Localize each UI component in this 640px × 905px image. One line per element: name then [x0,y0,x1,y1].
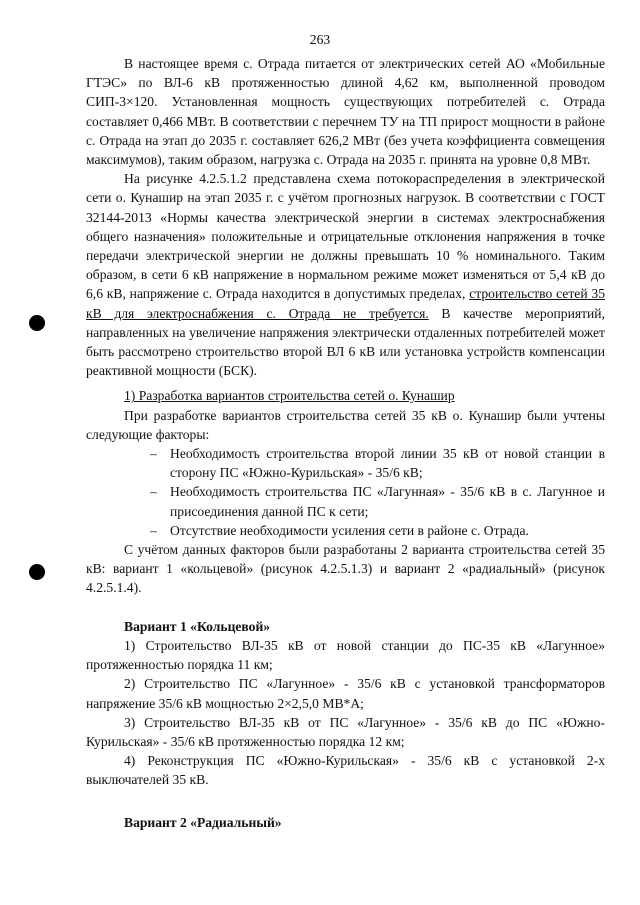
page-number: 263 [309,32,331,47]
variant-1-heading: Вариант 1 «Кольцевой» [124,618,271,634]
variant-1-item: 4) Реконструкция ПС «Южно-Курильская» - 35/6 кВ с установкой 2-х выключателей 35 кВ. [86,753,605,788]
underlined-conclusion: строительство сетей 35 кВ для электроснабжения с. Отрада не требуется. [86,286,605,321]
variant-1-item: 3) Строительство ВЛ-35 кВ от ПС «Лагунное» - 35/6 кВ до ПС «Южно-Курильская» - 35/6 кВ протяженностью порядка 12 км; [86,714,605,749]
hole-punch-mark [29,564,45,580]
dash-bullet: – [150,446,157,462]
list-item: – Необходимость строительства ПС «Лагунная» - 35/6 кВ в с. Лагунное и присоединения данной ПС к сети; [150,484,605,519]
variant-1-item: 2) Строительство ПС «Лагунное» - 35/6 кВ с установкой трансформаторов напряжение 35/6 кВ мощностью 2×2,5,0 МВ*А; [86,676,605,711]
section-heading [86,386,605,405]
paragraph-otrada-supply: В настоящее время с. Отрада питается от электрических сетей АО «Мобильные ГТЭС» по ВЛ-6 кВ протяженностью длиной 4,62 км, выполненной проводом СИП-3×120. Установленная мощность существующих потребителей с. Отрада составляет 0,466 МВт. В соответствии с перечнем ТУ на ТП прирост мощности в районе с. Отрада на этап до 2035 г. составляет 626,2 МВт (без учета коэффициента совмещения максимумов), таким образом, нагрузка с. Отрада на 2035 г. принята на уровне 0,8 МВт. [86,56,605,168]
section-heading-text: 1) Разработка вариантов строительства сетей о. Кунашир [124,388,455,404]
paragraph-text: В качестве мероприятий, направленных на увеличение напряжения электрически отдаленных потребителей может быть рассмотрено строительство второй ВЛ 6 кВ или установка устройств компенсации реактивной мощности (БСК). [86,305,605,379]
list-item: – Отсутствие необходимости усиления сети в районе с. Отрада. [156,521,605,540]
paragraph-text: На рисунке 4.2.5.1.2 представлена схема потокораспределения в электрической сети о. Кунашир на этап 2035 г. с учётом прогнозных нагрузок. В соответствии с ГОСТ 32144-2013 «Нормы качества электрической энергии в системах электроснабжения общего назначения» положительные и отрицательные отклонения напряжения в точке передачи электрической энергии не должны превышать 10 % номинального. Таким образом, в сети 6 кВ напряжение в нормальном режиме может изменяться от 5,4 кВ до 6,6 кВ, напряжение с. Отрада находится в допустимых пределах, [86,171,605,302]
list-item: – Необходимость строительства второй линии 35 кВ от новой станции в сторону ПС «Южно-Курильская» - 35/6 кВ; [150,446,605,481]
paragraph-factors-intro: При разработке вариантов строительства сетей 35 кВ о. Кунашир были учтены следующие факторы: [86,407,605,442]
variant-1-item: 1) Строительство ВЛ-35 кВ от новой станции до ПС-35 кВ «Лагунное» протяженностью порядка 11 км; [86,637,605,673]
hole-punch-mark [29,315,45,331]
document-body [86,54,605,832]
paragraph-variants-summary: С учётом данных факторов были разработаны 2 варианта строительства сетей 35 кВ: вариант 1 «кольцевой» (рисунок 4.2.5.1.3) и вариант 2 «радиальный» (рисунок 4.2.5.1.4). [86,542,605,596]
dash-bullet: – [150,522,157,538]
paragraph-flow-distribution [86,169,605,380]
variant-2-heading: Вариант 2 «Радиальный» [124,814,282,830]
factors-list [86,444,605,540]
dash-bullet: – [150,484,157,500]
